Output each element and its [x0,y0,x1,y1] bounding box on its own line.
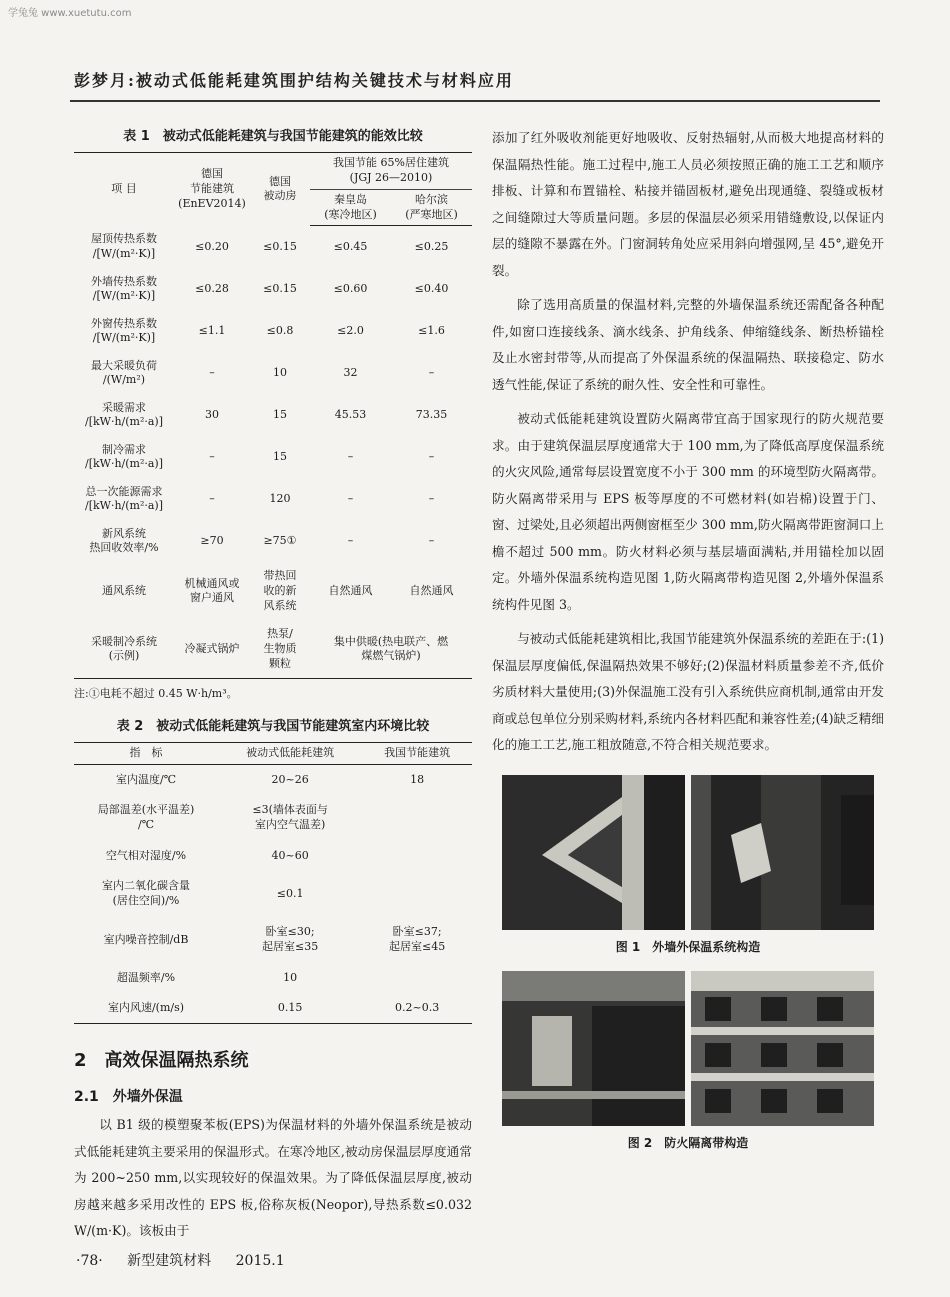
cell: 总一次能源需求 /[kW·h/(m²·a)] [84,484,164,513]
t1-header-passive: 德国 被动房 [250,153,310,226]
cell [362,795,472,841]
cell: ≤1.6 [418,323,445,337]
cell: ≤1.1 [198,323,226,337]
cell: 32 [343,365,358,379]
table1-title: 表 1 被动式低能耗建筑与我国节能建筑的能效比较 [123,129,423,144]
cell: ≤0.15 [263,281,297,295]
table-row [74,871,472,917]
cell: 10 [283,970,298,984]
cell: – [428,365,435,379]
cell: 0.15 [218,993,362,1024]
cell [362,871,472,917]
cell: ≤0.20 [195,239,229,253]
journal-issue: 2015.1 [235,1253,285,1269]
cell: 自然通风 [328,583,373,597]
table-row [74,917,472,963]
body-paragraph: 与被动式低能耗建筑相比,我国节能建筑外保温系统的差距在于:(1)保温层厚度偏低,保温隔热效果不够好;(2)保温材料质量参差不齐,低价劣质材料大量使用;(3)外保温施工没有引入系统供应商机制,通常由开发商或总包单位分别采购材料,系统内各材料匹配和兼容性差;(4)缺乏精细化的施工工艺,施工粗放随意,不符合相关规范要求。 [492,631,884,752]
table-row [74,394,472,436]
body-paragraph: 添加了红外吸收剂能更好地吸收、反射热辐射,从而极大地提高材料的保温隔热性能。施工过程中,施工人员必须按照正确的施工工艺和顺序排板、计算和布置锚栓、粘接并锚固板材,避免出现通缝、裂缝或板材之间缝隙过大等质量问题。多层的保温层必须采用错缝敷设,以保证内层的缝隙不暴露在外。门窗洞转角处应采用斜向增强网,呈 45°,避免开裂。 [492,130,884,278]
figure-2-photos [492,971,884,1126]
page-footer [76,1250,305,1270]
cell: ≤0.28 [195,281,229,295]
cell: ≤0.25 [414,239,449,253]
table-row [74,795,472,841]
cell [362,963,472,993]
running-head: 彭梦月:被动式低能耗建筑围护结构关键技术与材料应用 [74,71,514,90]
table-row [74,226,472,269]
cell: 室内噪音控制/dB [103,932,189,946]
cell: 40~60 [271,848,309,862]
figure-2b-photo [691,971,874,1126]
header-rule [70,100,880,102]
cell: ≤0.8 [266,323,294,337]
table-row [74,620,472,679]
cell: 采暖需求 /[kW·h/(m²·a)] [84,400,164,429]
cell: 卧室≤37; 起居室≤45 [389,925,446,954]
figure-2-caption: 图 2 防火隔离带构造 [627,1135,749,1150]
cell: 73.35 [415,407,448,421]
table-row [74,310,472,352]
cell: 采暖制冷系统 (示例) [74,620,174,679]
cell: ≤3(墙体表面与 室内空气温差) [252,803,328,832]
cell: 冷凝式锅炉 [174,620,250,679]
table-row [74,268,472,310]
table-row [74,841,472,871]
cell [362,841,472,871]
cell: 卧室≤30; 起居室≤35 [262,925,319,954]
t1-header-item: 项 目 [74,153,174,226]
figure-2a-photo [502,971,685,1126]
cell: – [347,449,354,463]
cell: 45.53 [334,407,367,421]
cell: ≤2.0 [337,323,364,337]
t2-header-item: 指 标 [74,743,218,765]
table2 [74,742,472,1024]
body-paragraph: 以 B1 级的模塑聚苯板(EPS)为保温材料的外墙外保温系统是被动式低能耗建筑主要采用的保温形式。在寒冷地区,被动房保温层厚度通常为 200~250 mm,以实现较好的保温效果。为了降低保温层厚度,被动房越来越多采用改性的 EPS 板,俗称灰板(Neopor),导热系数≤0.032 W/(m·K)。该板由于 [74,1117,472,1239]
cell: 机械通风或 窗户通风 [184,576,240,605]
cell: 15 [273,407,287,421]
cell: – [428,533,435,547]
cell: 外墙传热系数 /[W/(m²·K)] [91,274,157,303]
cell: ≤0.1 [276,886,304,900]
cell: 15 [273,449,287,463]
figure-1b-photo [691,775,874,930]
figure-1a-photo [502,775,685,930]
cell: 室内温度/℃ [115,772,176,786]
cell: 空气相对湿度/% [105,848,187,862]
section-2-1-heading: 2.1 外墙外保温 [74,1089,183,1106]
left-column [74,125,472,1245]
t1-header-germany: 德国 节能建筑 (EnEV2014) [174,153,250,226]
cell: 热泵/ 生物质 颗粒 [250,620,310,679]
cell: 新风系统 热回收效率/% [89,526,159,555]
cell: ≤0.60 [333,281,368,295]
cell: ≥75① [263,533,297,547]
t1-header-harbin: 哈尔滨 (严寒地区) [391,189,472,226]
table-row [74,352,472,394]
cell: 室内风速/(m/s) [74,993,218,1024]
cell: ≥70 [200,533,224,547]
t2-header-passive: 被动式低能耗建筑 [218,743,362,765]
cell: – [347,491,354,505]
table-row [74,520,472,562]
figure-1-caption: 图 1 外墙外保温系统构造 [615,939,761,954]
table-row [74,436,472,478]
cell: 120 [269,491,291,505]
table-row [74,993,472,1024]
cell: ≤0.45 [333,239,368,253]
cell: ≤0.40 [414,281,449,295]
cell: – [347,533,354,547]
cell: 制冷需求 /[kW·h/(m²·a)] [84,442,164,471]
cell: 外窗传热系数 /[W/(m²·K)] [91,316,157,345]
watermark-text: 学兔兔 www.xuetutu.com [8,8,132,19]
cell: 通风系统 [102,583,146,597]
cell: 屋顶传热系数 /[W/(m²·K)] [91,232,157,261]
cell: ≤0.15 [263,239,297,253]
cell: 最大采暖负荷 /(W/m²) [91,358,157,387]
cell: 20~26 [271,772,309,786]
cell: 集中供暖(热电联产、燃 煤燃气锅炉) [310,620,472,679]
table1 [74,152,472,679]
t1-header-china-group: 我国节能 65%居住建筑 (JGJ 26—2010) [310,153,472,190]
cell: – [209,365,215,379]
figures [492,775,884,1151]
cell: – [428,449,435,463]
page-number: ·78· [76,1253,103,1269]
right-column [492,125,884,1167]
body-paragraph: 被动式低能耗建筑设置防火隔离带宜高于国家现行的防火规范要求。由于建筑保温层厚度通常大于 100 mm,为了降低高厚度保温系统的火灾风险,通常每层设置宽度不小于 300 mm 的环境型防火隔离带。防火隔离带采用与 EPS 板等厚度的不可燃材料(如岩棉)设置于门、窗、过梁处,且必须超出两侧窗框至少 300 mm,防火隔离带距窗洞口上檐不超过 500 mm。防火材料必须与基层墙面满粘,并用锚栓加以固定。外墙外保温系统构造见图 1,防火隔离带构造见图 2,外墙外保温系统构件见图 3。 [492,411,884,612]
journal-name: 新型建筑材料 [127,1253,212,1269]
body-paragraph: 除了选用高质量的保温材料,完整的外墙保温系统还需配备各种配件,如窗口连接线条、滴水线条、护角线条、伸缩缝线条、断热桥锚栓及止水密封带等,从而提高了外保温系统的保温隔热、联接稳定、防水透气性能,保证了系统的耐久性、安全性和可靠性。 [492,297,884,392]
cell: 自然通风 [409,583,454,597]
cell: 带热回 收的新 风系统 [263,569,297,612]
cell: – [209,491,215,505]
cell: 0.2~0.3 [362,993,472,1024]
figure-1-photos [492,775,884,930]
table1-note: 注:①电耗不超过 0.45 W·h/m³。 [74,687,238,701]
t1-header-qinhuangdao: 秦皇岛 (寒冷地区) [310,189,391,226]
cell: 10 [273,365,287,379]
cell: – [428,491,435,505]
table2-title: 表 2 被动式低能耗建筑与我国节能建筑室内环境比较 [116,719,430,735]
cell: – [209,449,215,463]
cell: 超温频率/% [116,970,176,984]
cell: 30 [205,407,219,421]
table-row [74,478,472,520]
section-2-heading: 2 高效保温隔热系统 [74,1050,249,1072]
cell: 室内二氧化碳含量 (居住空间)/% [102,879,190,908]
table-row [74,963,472,993]
table-row [74,765,472,796]
cell: 18 [410,772,425,786]
table-row [74,562,472,620]
t2-header-china: 我国节能建筑 [362,743,472,765]
cell: 局部温差(水平温差) /℃ [97,803,195,832]
